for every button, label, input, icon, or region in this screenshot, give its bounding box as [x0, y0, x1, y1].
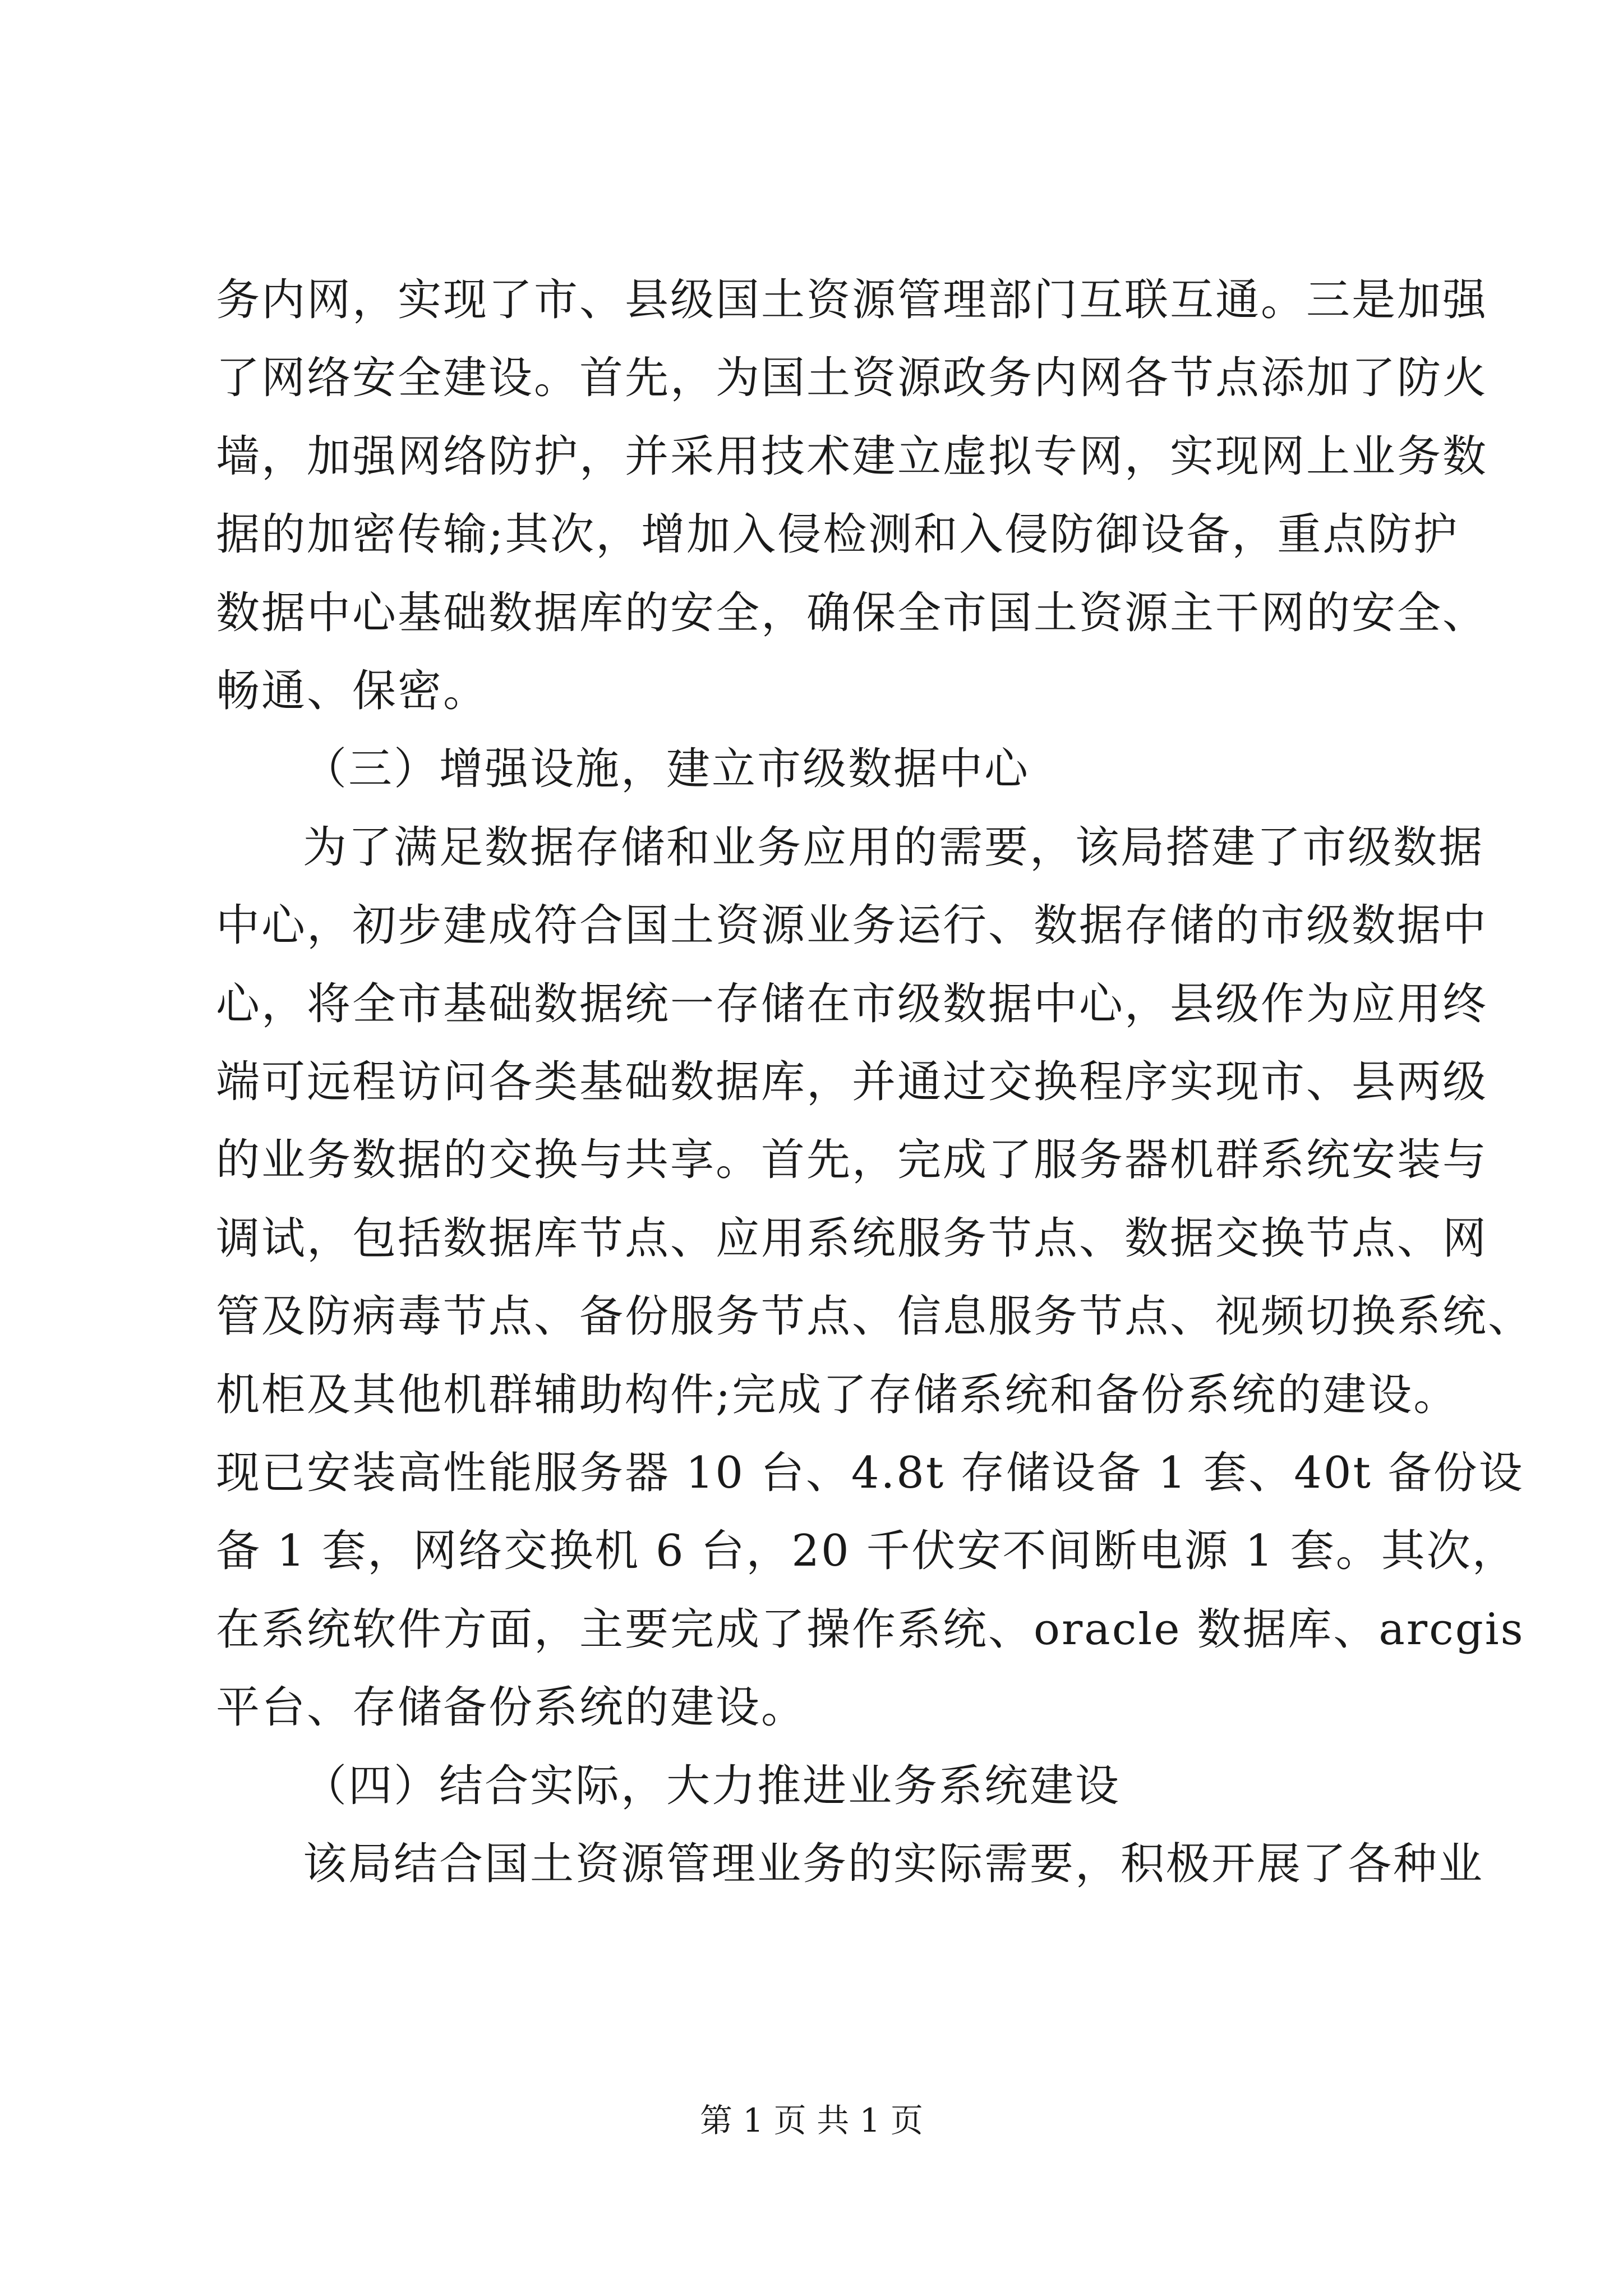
- paragraph-line: 心，将全市基础数据统一存储在市级数据中心，县级作为应用终: [216, 978, 1488, 1029]
- paragraph-line: 管及防病毒节点、备份服务节点、信息服务节点、视频切换系统、: [216, 1291, 1534, 1342]
- paragraph-line: 务内网，实现了市、县级国土资源管理部门互联互通。三是加强: [216, 275, 1488, 325]
- section-heading: （三）增强设施，建立市级数据中心: [303, 744, 1030, 795]
- paragraph-line: 备 1 套，网络交换机 6 台，20 千伏安不间断电源 1 套。其次，: [216, 1526, 1518, 1577]
- paragraph-line: 了网络安全建设。首先，为国土资源政务内网各节点添加了防火: [216, 353, 1488, 404]
- paragraph-line: 据的加密传输;其次，增加入侵检测和入侵防御设备，重点防护: [216, 509, 1459, 560]
- paragraph-line: 该局结合国土资源管理业务的实际需要，积极开展了各种业: [303, 1839, 1484, 1889]
- paragraph-line: 端可远程访问各类基础数据库，并通过交换程序实现市、县两级: [216, 1057, 1488, 1107]
- paragraph-line: 畅通、保密。: [216, 666, 489, 716]
- paragraph-line: 现已安装高性能服务器 10 台、4.8t 存储设备 1 套、40t 备份设: [216, 1448, 1524, 1498]
- paragraph-line: 为了满足数据存储和业务应用的需要，该局搭建了市级数据: [303, 822, 1484, 873]
- paragraph-line: 调试，包括数据库节点、应用系统服务节点、数据交换节点、网: [216, 1213, 1488, 1264]
- paragraph-line: 在系统软件方面，主要完成了操作系统、oracle 数据库、arcgis: [216, 1604, 1525, 1655]
- section-heading: （四）结合实际，大力推进业务系统建设: [303, 1760, 1121, 1811]
- paragraph-line: 墙，加强网络防护，并采用技术建立虚拟专网，实现网上业务数: [216, 431, 1488, 482]
- page-footer: 第 1 页 共 1 页: [700, 2101, 923, 2139]
- paragraph-line: 的业务数据的交换与共享。首先，完成了服务器机群系统安装与: [216, 1135, 1488, 1186]
- paragraph-line: 机柜及其他机群辅助构件;完成了存储系统和备份系统的建设。: [216, 1369, 1459, 1420]
- paragraph-line: 中心，初步建成符合国土资源业务运行、数据存储的市级数据中: [216, 900, 1488, 951]
- paragraph-line: 平台、存储备份系统的建设。: [216, 1682, 807, 1733]
- paragraph-line: 数据中心基础数据库的安全，确保全市国土资源主干网的安全、: [216, 587, 1488, 638]
